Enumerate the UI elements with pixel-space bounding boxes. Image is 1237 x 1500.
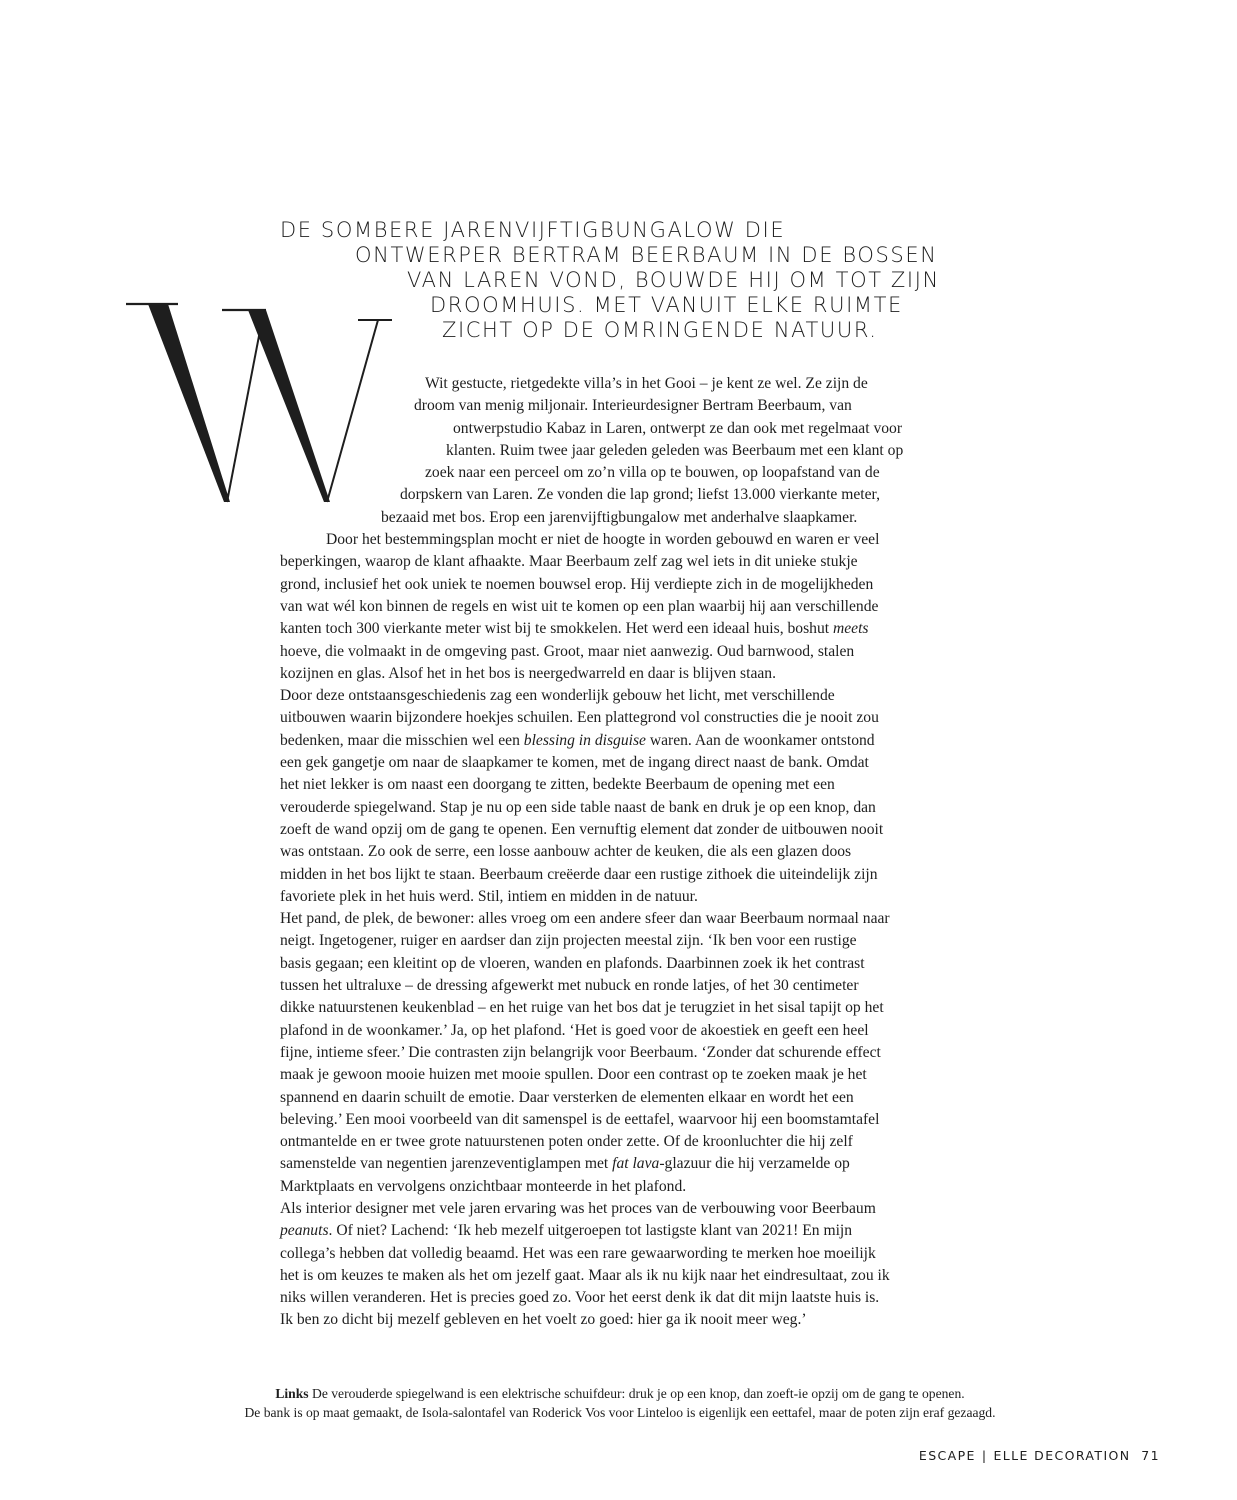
body-line: plafond in de woonkamer.’ Ja, op het plafond. ‘Het is goed voor de akoestiek en geeft een heel (280, 1021, 869, 1039)
standfirst-line: VAN LAREN VOND, BOUWDE HIJ OM TOT ZIJN (407, 268, 940, 292)
body-line: midden in het bos lijkt te staan. Beerbaum creëerde daar een rustige zithoek die uiteindelijk zijn (280, 865, 878, 883)
body-line: favoriete plek in het huis werd. Stil, intiem en midden in de natuur. (280, 887, 698, 905)
body-line: dorpskern van Laren. Ze vonden die lap grond; liefst 13.000 vierkante meter, (400, 486, 881, 504)
standfirst-line: ONTWERPER BERTRAM BEERBAUM IN DE BOSSEN (355, 243, 938, 267)
article-body (280, 373, 980, 1332)
body-line: maak je gewoon mooie huizen met mooie spullen. Door een contrast op te zoeken maak je het (280, 1066, 867, 1084)
body-line: Marktplaats en vervolgens onzichtbaar monteerde in het plafond. (280, 1177, 687, 1195)
body-line: ontmantelde en er twee grote natuurstenen poten onder zette. Of de kroonluchter die hij zelf (280, 1133, 853, 1151)
body-line: zoeft de wand opzij om de gang te openen. Een vernuftig element dat zonder de uitbouwen nooit (280, 820, 884, 838)
body-line: tussen het ultraluxe – de dressing afgewerkt met nubuck en ronde latjes, of het 30 centimeter (280, 977, 859, 995)
body-line: klanten. Ruim twee jaar geleden geleden was Beerbaum met een klant op (446, 441, 904, 459)
body-line: Wit gestucte, rietgedekte villa’s in het Gooi – je kent ze wel. Ze zijn de (425, 375, 868, 392)
body-line: grond, inclusief het ook uniek te noemen bouwsel erop. Hij verdiepte zich in de mogelijkheden (280, 575, 874, 593)
body-line: kozijnen en glas. Alsof het in het bos is neergedwarreld en daar is blijven staan. (280, 664, 776, 682)
body-line: van wat wél kon binnen de regels en wist uit te komen op een plan waarbij hij aan verschillende (280, 597, 879, 615)
body-line: beperkingen, waarop de klant afhaakte. Maar Beerbaum zelf zag wel iets in dit unieke stukje (280, 553, 858, 571)
folio-divider: | (981, 1448, 988, 1463)
body-line: neigt. Ingetogener, ruiger en aardser dan zijn projecten meestal zijn. ‘Ik ben voor een rustige (280, 932, 857, 950)
section-name: ESCAPE (918, 1448, 976, 1463)
body-line: peanuts. Of niet? Lachend: ‘Ik heb mezelf uitgeroepen tot lastigste klant van 2021! En mijn (280, 1222, 853, 1240)
body-line: verouderde spiegelwand. Stap je nu op een side table naast de bank en druk je op een knop, dan (280, 798, 876, 816)
body-line: bedenken, maar die misschien wel een blessing in disguise waren. Aan de woonkamer ontstond (280, 731, 875, 749)
body-line: zoek naar een perceel om zo’n villa op te bouwen, op loopafstand van de (425, 464, 880, 482)
page-footer (900, 1448, 1160, 1463)
body-line: het is om keuzes te maken als het om jezelf gaat. Maar als ik nu kijk naar het eindresultaat, zou ik (280, 1266, 890, 1284)
body-line: bezaaid met bos. Erop een jarenvijftigbungalow met anderhalve slaapkamer. (381, 508, 858, 526)
body-line: basis gegaan; een kleitint op de vloeren, wanden en plafonds. Daarbinnen zoek ik het contrast (280, 954, 865, 972)
body-line: het niet lekker is om naast een doorgang te zitten, bedekte Beerbaum de opening met een (280, 776, 835, 794)
body-line: een gek gangetje om naar de slaapkamer te komen, met de ingang direct naast de bank. Omdat (280, 754, 869, 772)
page-number: 71 (1141, 1448, 1160, 1463)
body-line: ontwerpstudio Kabaz in Laren, ontwerpt ze dan ook met regelmaat voor (453, 419, 903, 437)
body-line: spannend en daarin schuilt de emotie. Daar versterken de elementen elkaar en wordt het een (280, 1088, 854, 1106)
body-line: was ontstaan. Zo ook de serre, een losse aanbouw achter de keuken, die als een glazen doos (280, 843, 852, 861)
body-line: Als interior designer met vele jaren ervaring was het proces van de verbouwing voor Beerbaum (280, 1199, 876, 1217)
standfirst-line: DE SOMBERE JARENVIJFTIGBUNGALOW DIE (280, 218, 786, 242)
body-line: samenstelde van negentien jarenzeventiglampen met fat lava-glazuur die hij verzamelde op (280, 1155, 850, 1173)
body-line: beleving.’ Een mooi voorbeeld van dit samenspel is de eettafel, waarvoor hij een boomstamtafel (280, 1110, 880, 1128)
body-line: fijne, intieme sfeer.’ Die contrasten zijn belangrijk voor Beerbaum. ‘Zonder dat schurende effect (280, 1043, 881, 1061)
caption-line: Links De verouderde spiegelwand is een elektrische schuifdeur: druk je op een knop, dan zoeft-ie opzij om de gang te openen. (275, 1386, 965, 1401)
body-line: kanten toch 300 vierkante meter wist bij te smokkelen. Het werd een ideaal huis, boshut meets (280, 620, 869, 638)
body-line: dikke natuurstenen keukenblad – en het ruige van het bos dat je terugziet in het sisal tapijt op het (280, 999, 884, 1017)
photo-caption (120, 1384, 1120, 1422)
caption-label: Links (275, 1386, 309, 1401)
body-line: droom van menig miljonair. Interieurdesigner Bertram Beerbaum, van (414, 397, 852, 415)
body-line: Het pand, de plek, de bewoner: alles vroeg om een andere sfeer dan waar Beerbaum normaal naar (280, 910, 890, 928)
body-line: Door deze ontstaansgeschiedenis zag een wonderlijk gebouw het licht, met verschillende (280, 687, 835, 705)
caption-line: De bank is op maat gemaakt, de Isola-salontafel van Roderick Vos voor Linteloo is eigenlijk een eettafel, maar de poten zijn eraf gezaagd. (244, 1405, 996, 1420)
body-line: collega’s hebben dat volledig beaamd. Het was een rare gewaarwording te merken hoe moeilijk (280, 1244, 876, 1262)
standfirst-line: ZICHT OP DE OMRINGENDE NATUUR. (442, 318, 878, 342)
magazine-name: ELLE DECORATION (993, 1448, 1131, 1463)
body-line: niks willen veranderen. Het is precies goed zo. Voor het eerst denk ik dat dit mijn laatste huis is. (280, 1289, 880, 1307)
body-line: Ik ben zo dicht bij mezelf gebleven en het voelt zo goed: hier ga ik nooit meer weg.’ (280, 1311, 807, 1329)
standfirst-line: DROOMHUIS. MET VANUIT ELKE RUIMTE (430, 293, 903, 317)
body-line: hoeve, die volmaakt in de omgeving past. Groot, maar niet aanwezig. Oud barnwood, stalen (280, 642, 855, 660)
body-line: Door het bestemmingsplan mocht er niet de hoogte in worden gebouwd en waren er veel (326, 531, 880, 549)
body-line: uitbouwen waarin bijzondere hoekjes schuilen. Een plattegrond vol constructies die je nooit zou (280, 709, 879, 727)
